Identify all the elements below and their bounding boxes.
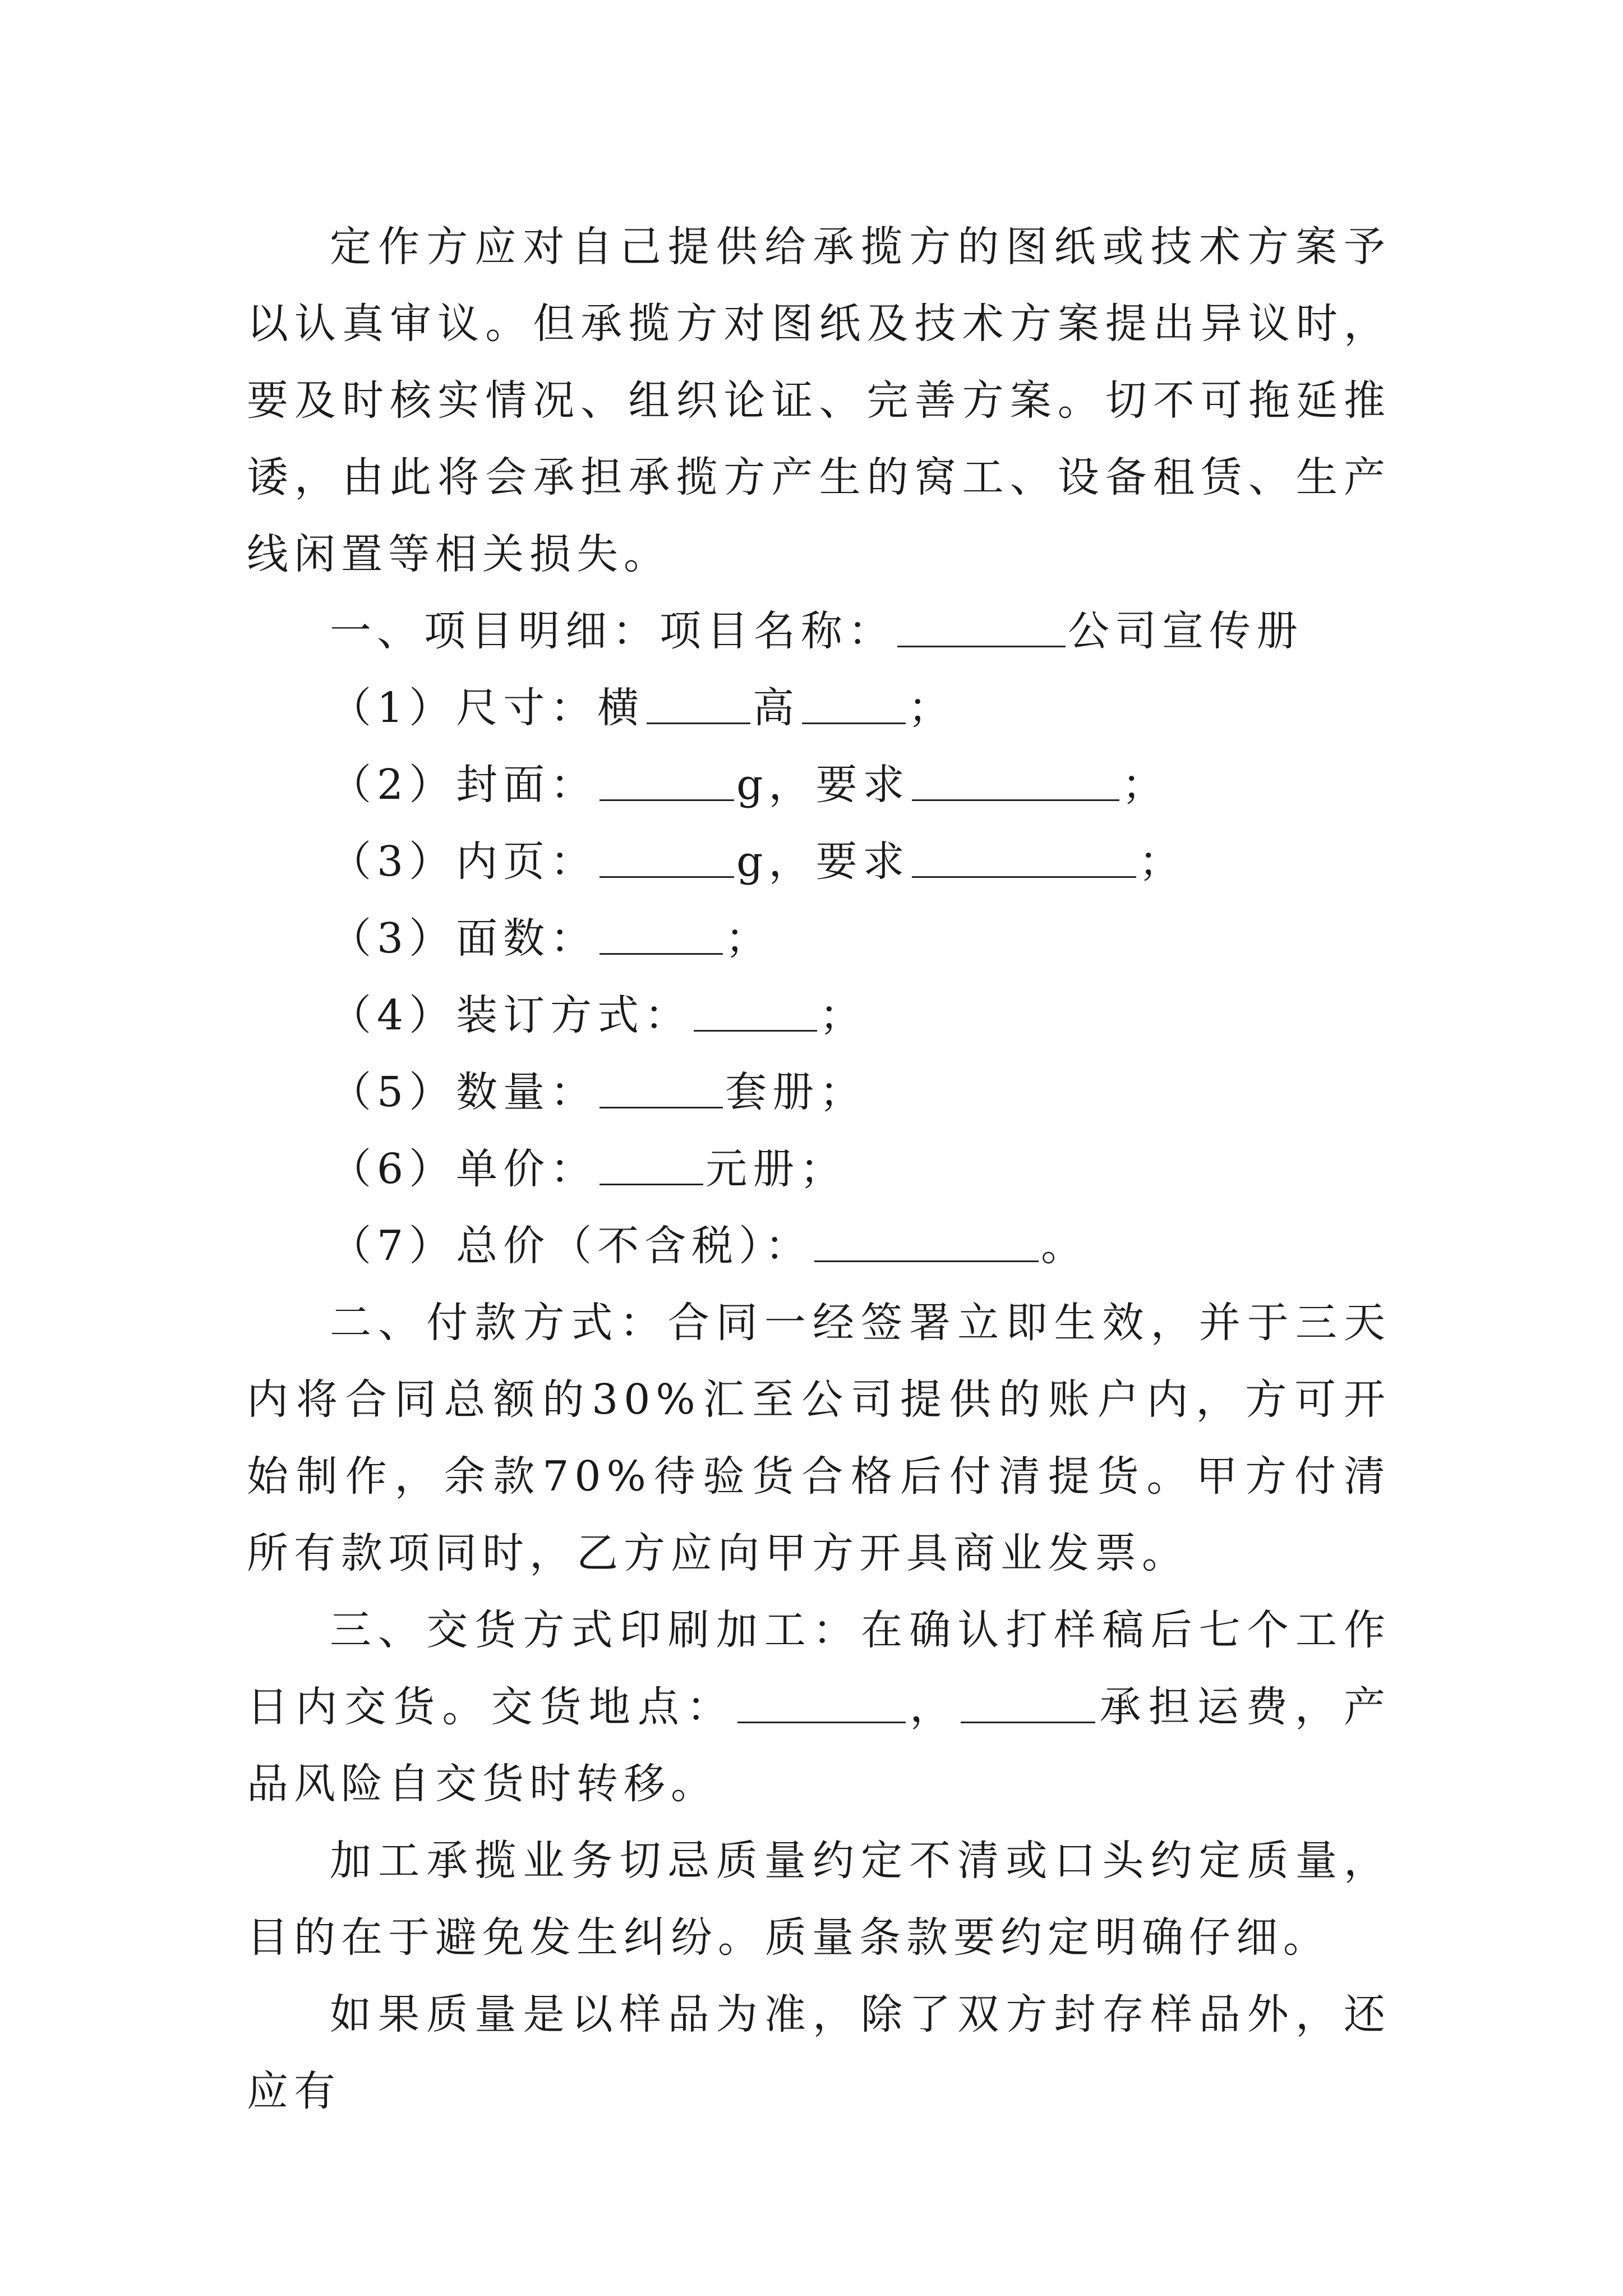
item-cover-end: ； — [1122, 761, 1169, 809]
section-delivery-part1: 三、交货方式印刷加工：在确认打样稿后七个工作日内交货。交货地点： — [247, 1606, 1391, 1731]
binding-blank — [694, 990, 817, 1031]
item-quantity-label: （5）数量： — [330, 1068, 598, 1116]
size-width-blank — [647, 683, 750, 724]
item-page-count — [247, 900, 1391, 977]
total-price-blank — [814, 1221, 1039, 1262]
freight-party-blank — [961, 1682, 1095, 1723]
item-cover — [247, 747, 1391, 823]
item-page-count-end: ； — [725, 914, 773, 963]
item-unit-price — [247, 1131, 1391, 1208]
item-quantity-end: 套册； — [725, 1068, 867, 1116]
section-delivery — [247, 1592, 1391, 1823]
project-name-blank — [897, 606, 1066, 647]
item-unit-price-label: （6）单价： — [330, 1145, 598, 1193]
unit-price-blank — [600, 1144, 703, 1185]
item-size-end: ； — [908, 684, 956, 732]
item-total-price — [247, 1208, 1391, 1285]
item-size-label: （1）尺寸：横 — [330, 684, 645, 732]
section-delivery-part2: ， — [908, 1683, 959, 1731]
item-inner-pages — [247, 823, 1391, 900]
inner-weight-blank — [600, 836, 734, 877]
paragraph-review-drawings: 定作方应对自己提供给承揽方的图纸或技术方案予以认真审议。但承揽方对图纸及技术方案提出异议时，要及时核实情况、组织论证、完善方案。切不可拖延推诿，由此将会承担承揽方产生的窝工、设备租赁、生产线闲置等相关损失。 — [247, 223, 1391, 578]
item-total-price-label: （7）总价（不含税）： — [330, 1222, 813, 1270]
item-size — [247, 670, 1391, 747]
paragraph-quality: 加工承揽业务切忌质量约定不清或口头约定质量，目的在于避免发生纠纷。质量条款要约定明确仔细。 — [247, 1837, 1391, 1962]
quantity-blank — [600, 1067, 723, 1108]
item-inner-mid: g，要求 — [736, 838, 910, 886]
item-binding — [247, 977, 1391, 1054]
project-name-suffix: 公司宣传册 — [1068, 607, 1303, 655]
size-height-blank — [802, 683, 906, 724]
page-count-blank — [600, 913, 723, 954]
inner-requirement-blank — [912, 836, 1136, 877]
cover-requirement-blank — [912, 760, 1119, 800]
item-cover-mid: g，要求 — [736, 761, 910, 809]
item-total-price-end: 。 — [1041, 1222, 1089, 1270]
item-binding-label: （4）装订方式： — [330, 991, 692, 1039]
section-project-details — [247, 593, 1391, 670]
delivery-location-blank — [737, 1682, 906, 1723]
item-inner-label: （3）内页： — [330, 838, 598, 886]
section-project-details-label: 一、项目明细：项目名称： — [330, 607, 895, 655]
cover-weight-blank — [600, 760, 734, 800]
section-payment: 二、付款方式：合同一经签署立即生效，并于三天内将合同总额的30%汇至公司提供的账户内，方可开始制作，余款70%待验货合格后付清提货。甲方付清所有款项同时，乙方应向甲方开具商业发票。 — [247, 1299, 1391, 1577]
document-body — [247, 209, 1391, 2130]
item-cover-label: （2）封面： — [330, 761, 598, 809]
item-unit-price-end: 元册； — [706, 1145, 847, 1193]
item-binding-end: ； — [819, 991, 867, 1039]
item-quantity — [247, 1054, 1391, 1131]
section-delivery-part3: 承担运费，产品风险自交货时转移。 — [247, 1683, 1391, 1808]
item-page-count-label: （3）面数： — [330, 914, 598, 963]
paragraph-sample: 如果质量是以样品为准，除了双方封存样品外，还应有 — [247, 1990, 1391, 2115]
item-size-height-label: 高 — [753, 684, 800, 732]
item-inner-end: ； — [1138, 838, 1186, 886]
